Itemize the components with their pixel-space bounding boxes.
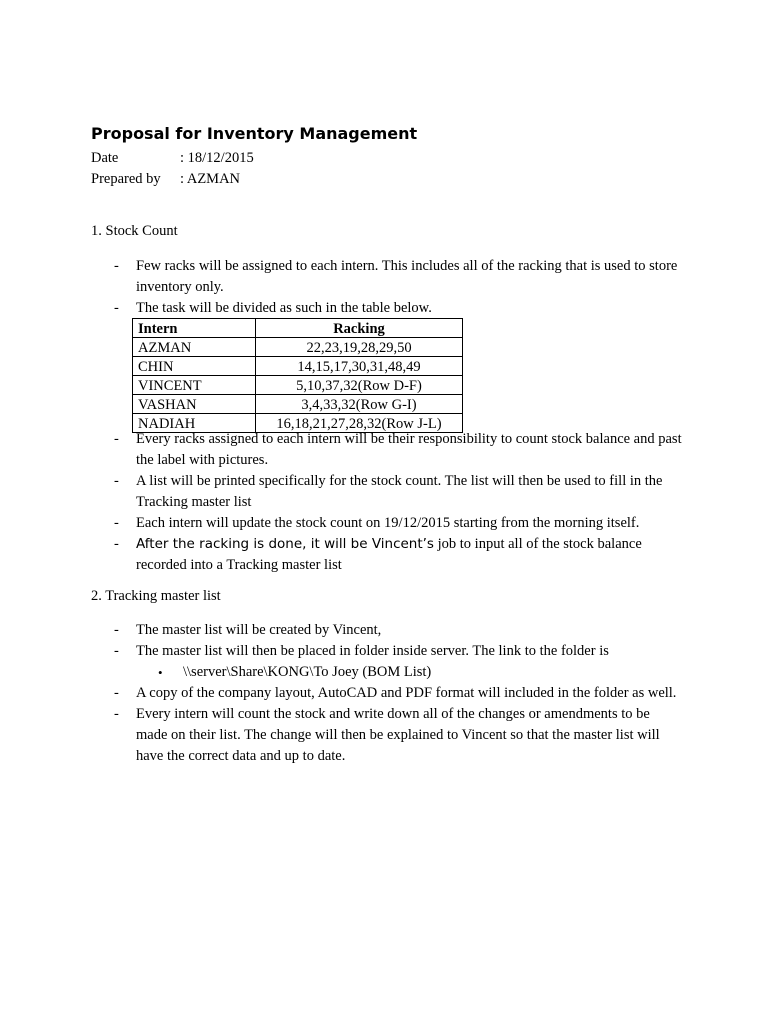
intern-cell: VINCENT (133, 376, 256, 395)
header-racking: Racking (256, 319, 463, 338)
list-item (114, 683, 684, 704)
dash-marker: - (114, 473, 119, 489)
dash-marker: - (114, 431, 119, 447)
date-row (91, 149, 254, 167)
list-item-text: The master list will be created by Vincent, (136, 622, 382, 638)
list-item (114, 641, 684, 683)
list-item-text-part2: job to input all of the stock balance recorded into a Tracking master list (136, 536, 642, 573)
folder-path-text: \\server\Share\KONG\To Joey (BOM List) (183, 664, 432, 680)
list-item (114, 429, 684, 471)
racking-cell: 3,4,33,32(Row G-I) (256, 395, 463, 414)
dash-marker: - (114, 300, 119, 316)
racking-cell: 5,10,37,32(Row D-F) (256, 376, 463, 395)
intern-cell: VASHAN (133, 395, 256, 414)
date-value: : 18/12/2015 (180, 150, 254, 166)
list-item (114, 256, 684, 298)
table-header-row (133, 319, 463, 338)
list-item-text: Each intern will update the stock count on 19/12/2015 starting from the morning itself. (136, 515, 640, 531)
sub-list (136, 662, 684, 683)
header-intern: Intern (133, 319, 256, 338)
racking-cell: 16,18,21,27,28,32(Row J-L) (256, 414, 463, 433)
tracking-master-list (114, 620, 684, 767)
list-item (114, 298, 684, 319)
dash-marker: - (114, 685, 119, 701)
table-row (133, 376, 463, 395)
racking-cell: 22,23,19,28,29,50 (256, 338, 463, 357)
sub-list-item (136, 662, 684, 683)
list-item-text: The master list will then be placed in folder inside server. The link to the folder is (136, 643, 609, 659)
list-item-text: A copy of the company layout, AutoCAD and PDF format will included in the folder as well. (136, 685, 677, 701)
dash-marker: - (114, 258, 119, 274)
intern-cell: NADIAH (133, 414, 256, 433)
prepared-by-value: : AZMAN (180, 171, 241, 187)
dash-marker: - (114, 706, 119, 722)
list-item (114, 513, 684, 534)
section-heading-tracking-master-list: 2. Tracking master list (91, 588, 221, 604)
table-row (133, 338, 463, 357)
prepared-by-label: Prepared by (91, 171, 161, 187)
dash-marker: - (114, 515, 119, 531)
intern-cell: AZMAN (133, 338, 256, 357)
list-item-text: Every intern will count the stock and write down all of the changes or amendments to be made on their list. The change will then be explained to Vincent so that the master list will have the correct data and up to date. (136, 706, 660, 764)
list-item (114, 471, 684, 513)
intern-cell: CHIN (133, 357, 256, 376)
table-row (133, 357, 463, 376)
list-item (114, 620, 684, 641)
list-item-text-part1: After the racking is done, it will be Vincent’s (136, 536, 434, 552)
dash-marker: - (114, 643, 119, 659)
list-item (114, 534, 684, 576)
list-item (114, 704, 684, 767)
date-label: Date (91, 150, 119, 166)
prepared-by-row (91, 170, 240, 188)
list-item-text: Few racks will be assigned to each intern. This includes all of the racking that is used to store inventory only. (136, 258, 678, 295)
list-item-text: A list will be printed specifically for the stock count. The list will then be used to fill in the Tracking master list (136, 473, 663, 510)
dash-marker: - (114, 622, 119, 638)
dash-marker: - (114, 536, 119, 552)
document-title: Proposal for Inventory Management (91, 124, 418, 143)
section-heading-stock-count: 1. Stock Count (91, 223, 178, 239)
stock-count-list-bottom (114, 429, 684, 576)
list-item-text: The task will be divided as such in the table below. (136, 300, 432, 316)
table-row (133, 395, 463, 414)
stock-count-list-top (114, 256, 684, 319)
list-item-text: Every racks assigned to each intern will be their responsibility to count stock balance and past the label with pictures. (136, 431, 682, 468)
bullet-dot: • (158, 665, 163, 680)
racking-cell: 14,15,17,30,31,48,49 (256, 357, 463, 376)
rack-assignment-table (132, 318, 463, 433)
